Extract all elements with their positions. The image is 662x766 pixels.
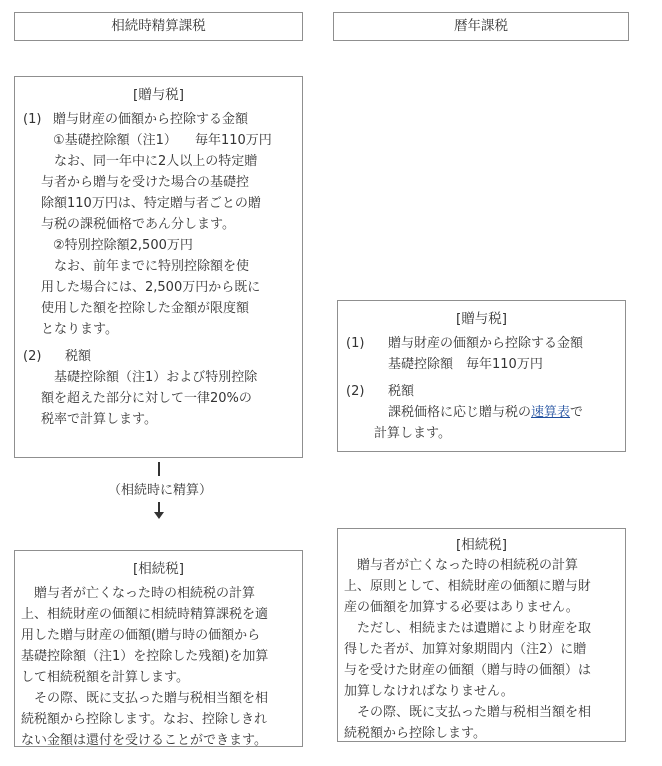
right-inherit-line: その際、既に支払った贈与税相当額を相 — [344, 705, 592, 720]
left-gift-sub2-label: ②特別控除額2,500万円 — [53, 238, 193, 253]
arrow-down-icon — [154, 512, 164, 519]
left-gift-item2-line: 税率で計算します。 — [41, 412, 157, 427]
left-gift-sub2-line: となります。 — [41, 322, 118, 337]
right-inherit-line: 上、原則として、相続財産の価額に贈与財 — [344, 579, 591, 594]
left-column-header — [14, 12, 303, 41]
right-gift-item1-num: (1) — [346, 336, 365, 351]
right-inherit-line: 産の価額を加算する必要はありません。 — [344, 600, 579, 615]
left-inherit-line: 上、相続財産の価額に相続時精算課税を適 — [21, 607, 269, 622]
left-gift-item2-num: (2) — [23, 349, 42, 364]
arrow-top-line — [158, 462, 160, 476]
left-gift-item1 — [23, 109, 294, 130]
left-inherit-line: 基礎控除額（注1）を控除した残額)を加算 — [21, 649, 269, 664]
left-inherit-line: 贈与者が亡くなった時の相続税の計算 — [21, 586, 256, 601]
right-header-text: 暦年課税 — [454, 18, 508, 34]
left-inherit-line: して相続税額を計算します。 — [21, 670, 189, 685]
left-gift-sub1-value: 毎年110万円 — [194, 133, 272, 148]
arrow-label: （相続時に精算） — [107, 483, 212, 498]
left-gift-sub1-label: ①基礎控除額（注1） — [53, 133, 177, 148]
left-gift-item2 — [23, 346, 294, 367]
right-gift-item2-pre: 課税価格に応じ贈与税の — [388, 405, 532, 420]
right-gift-item1-line2: 基礎控除額 毎年110万円 — [388, 357, 543, 372]
right-inherit-line: ただし、相続または遺贈により財産を取 — [344, 621, 592, 636]
left-inherit-title: [相続税] — [132, 561, 185, 577]
right-gift-item2-title: 税額 — [388, 384, 415, 399]
quick-table-link[interactable]: 速算表 — [531, 405, 571, 420]
left-gift-item1-title: 贈与財産の価額から控除する金額 — [53, 112, 249, 127]
left-gift-sub2-line: なお、前年までに特別控除額を使 — [41, 259, 250, 274]
left-gift-item2-title: 税額 — [65, 349, 92, 364]
right-inherit-line: 加算しなければなりません。 — [344, 684, 514, 699]
settlement-arrow — [100, 462, 220, 522]
left-header-text: 相続時精算課税 — [111, 18, 206, 34]
left-gift-sub1-line: なお、同一年中に2人以上の特定贈 — [41, 154, 258, 169]
right-gift-tax-box — [337, 300, 626, 452]
right-gift-title: [贈与税] — [455, 311, 508, 327]
right-gift-item2-line2: 計算します。 — [374, 426, 451, 441]
right-inherit-line: 得した者が、加算対象期間内（注2）に贈 — [344, 642, 587, 657]
left-gift-item2-line: 基礎控除額（注1）および特別控除 — [41, 370, 258, 385]
left-gift-sub1-line: 与者から贈与を受けた場合の基礎控 — [41, 175, 250, 190]
left-inherit-line: 続税額から控除します。なお、控除しきれ — [21, 712, 267, 727]
left-gift-sub1-line: 除額110万円は、特定贈与者ごとの贈 — [41, 196, 261, 211]
left-gift-item1-body — [23, 130, 294, 340]
right-gift-item1 — [346, 333, 617, 354]
right-inherit-line: 与を受けた財産の価額（贈与時の価額）は — [344, 663, 592, 678]
right-column-header — [333, 12, 629, 41]
left-inheritance-tax-box — [14, 550, 303, 747]
left-gift-tax-box — [14, 76, 303, 458]
left-gift-sub2-line: 用した場合には、2,500万円から既に — [41, 280, 261, 295]
right-inherit-line: 贈与者が亡くなった時の相続税の計算 — [344, 558, 579, 573]
left-gift-sub1-heading — [53, 130, 294, 151]
left-gift-item1-num: (1) — [23, 112, 42, 127]
right-gift-item2-post: で — [570, 405, 584, 420]
left-inherit-line: ない金額は還付を受けることができます。 — [21, 733, 267, 748]
left-gift-sub1-line: 与税の課税価格であん分します。 — [41, 217, 235, 232]
left-inherit-line: 用した贈与財産の価額(贈与時の価額から — [21, 628, 261, 643]
right-gift-item1-title: 贈与財産の価額から控除する金額 — [388, 336, 584, 351]
left-gift-sub2-line: 使用した額を控除した金額が限度額 — [41, 301, 250, 316]
right-inheritance-tax-box — [337, 528, 626, 742]
left-inherit-line: その際、既に支払った贈与税相当額を相 — [21, 691, 269, 706]
left-gift-title: [贈与税] — [132, 87, 185, 103]
right-gift-item2-num: (2) — [346, 384, 365, 399]
right-gift-item2 — [346, 381, 617, 402]
right-inherit-title: [相続税] — [455, 537, 508, 553]
right-inherit-line: 続税額から控除します。 — [344, 726, 486, 741]
left-gift-item2-body — [23, 367, 294, 430]
right-gift-item2-line1 — [346, 402, 617, 423]
left-gift-item2-line: 額を超えた部分に対して一律20%の — [41, 391, 252, 406]
